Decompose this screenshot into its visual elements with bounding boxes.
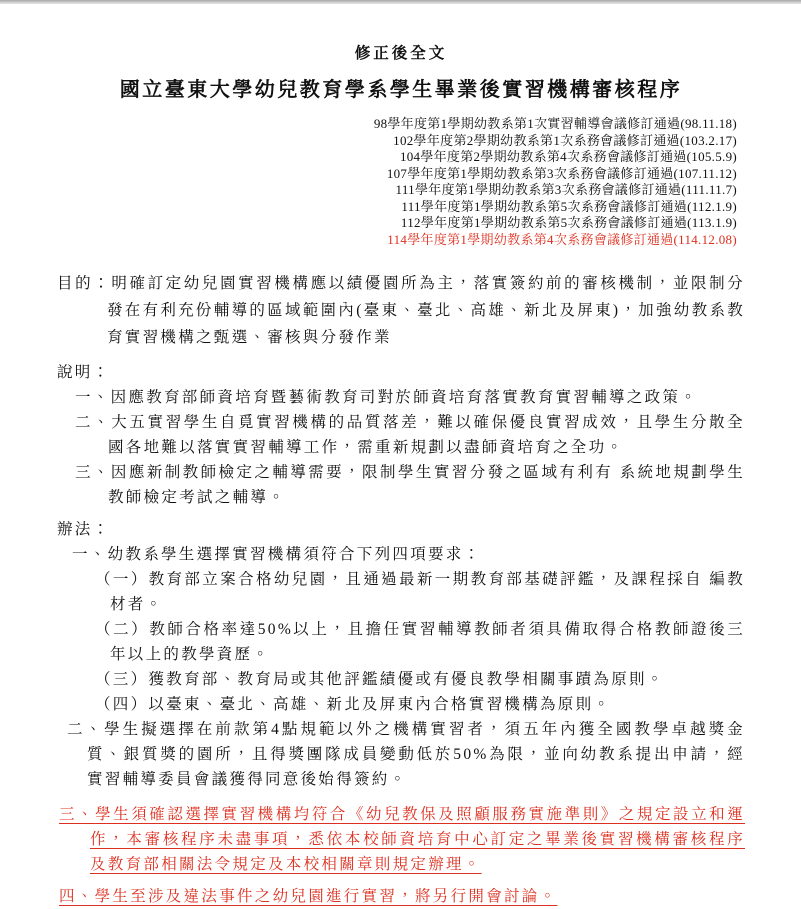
explanation-item <box>75 460 745 510</box>
item-text: 學生至涉及違法事件之幼兒園進行實習，將另行開會討論。 <box>94 888 558 905</box>
item-number: 三、 <box>75 464 111 481</box>
revision-history <box>57 116 745 248</box>
item-text: 因應教育部師資培育暨藝術教育司對於師資培育落實教育實習輔導之政策。 <box>110 389 699 406</box>
explanation-item <box>75 385 745 410</box>
document-title: 國立臺東大學幼兒教育學系學生畢業後實習機構審核程序 <box>119 79 683 101</box>
purpose-text: 明確訂定幼兒園實習機構應以績優園所為主，落實簽約前的審核機制，並限制分發在有利充份輔導的區域範圍內(臺東、臺北、高雄、新北及屏東)，加強幼教系教育實習機構之甄選、審核與分發作業 <box>107 275 745 346</box>
item-text: 因應新制教師檢定之輔導需要，限制學生實習分發之區域有利有 系統地規劃學生教師檢定考試之輔導。 <box>108 464 745 506</box>
subitem-number: （四） <box>95 696 149 713</box>
revision-entry: 107學年度第1學期幼教系第3次系務會議修訂通過(107.11.12) <box>386 165 737 181</box>
revision-entry: 98學年度第1學期幼教系第1次實習輔導會議修訂通過(98.11.18) <box>373 116 737 131</box>
revision-entry: 104學年度第2學期幼教系第4次系務會議修訂通過(105.5.9) <box>399 149 737 164</box>
explanation-list <box>57 385 745 510</box>
explanation-section <box>57 360 745 510</box>
measures-section <box>57 517 745 909</box>
item-number: 一、 <box>72 546 108 563</box>
measures-label: 辦法： <box>57 521 111 538</box>
measures-subitem <box>95 567 745 617</box>
subitem-number: （一） <box>95 571 149 588</box>
subitem-number: （三） <box>95 671 149 688</box>
amendment-label: 修正後全文 <box>354 45 448 62</box>
revision-entry: 111學年度第1學期幼教系第3次系務會議修訂通過(111.11.7) <box>395 182 737 197</box>
purpose-section <box>57 270 745 351</box>
revision-entry: 114學年度第1學期幼教系第4次系務會議修訂通過(114.12.08) <box>387 231 737 247</box>
explanation-item <box>75 410 745 460</box>
subitem-text: 以臺東、臺北、高雄、新北及屏東內合格實習機構為原則。 <box>148 696 612 713</box>
item-text: 學生擬選擇在前款第4點規範以外之機構實習者，須五年內獲全國教學卓越獎金質、銀質獎的園所，且得獎團隊成員變動低於50%為限，並向幼教系提出申請，經實習輔導委員會議獲得同意後始得簽約。 <box>87 721 745 788</box>
revision-entry: 102學年度第2學期幼教系第1次系務會議修訂通過(103.2.17) <box>393 132 737 148</box>
item-number: 四、 <box>59 888 95 905</box>
measures-subitem <box>95 617 745 667</box>
document-body <box>57 270 745 909</box>
subitem-text: 獲教育部、教育局或其他評鑑績優或有優良教學相關事蹟為原則。 <box>148 671 665 688</box>
measures-item-2 <box>67 717 745 792</box>
subitem-number: （二） <box>95 621 150 638</box>
explanation-label: 說明： <box>57 364 111 381</box>
item-number: 二、 <box>75 414 112 431</box>
measures-subitem <box>95 667 745 692</box>
item-number: 三、 <box>59 806 96 823</box>
item-text: 學生須確認選擇實習機構均符合《幼兒教保及照顧服務實施準則》之規定設立和運作，本審核程序未盡事項，悉依本校師資培育中心訂定之畢業後實習機構審核程序及教育部相關法令規定及本校相關章則規定辦理。 <box>90 806 745 873</box>
measures-subitem <box>95 692 745 717</box>
measures-item-3 <box>59 802 745 877</box>
measures-item-4 <box>59 884 745 909</box>
measures-item-1 <box>72 542 745 567</box>
item-number: 一、 <box>75 389 111 406</box>
item-text: 大五實習學生自覓實習機構的品質落差，難以確保優良實習成效，且學生分散全國各地難以落實實習輔導工作，需重新規劃以盡師資培育之全功。 <box>108 414 745 456</box>
subitem-text: 教育部立案合格幼兒園，且通過最新一期教育部基礎評鑑，及課程採自 編教材者。 <box>110 571 745 613</box>
revision-entry: 112學年度第1學期幼教系第5次系務會議修訂通過(113.1.9) <box>400 215 737 230</box>
purpose-label: 目的： <box>57 275 112 292</box>
item-text: 幼教系學生選擇實習機構須符合下列四項要求： <box>107 546 482 563</box>
subitem-text: 教師合格率達50%以上，且擔任實習輔導教師者須具備取得合格教師證後三年以上的教學資歷。 <box>110 621 745 663</box>
item-number: 二、 <box>67 721 105 738</box>
page-top-edge <box>0 0 801 4</box>
revision-entry: 111學年度第1學期幼教系第5次系務會議修訂通過(112.1.9) <box>401 198 737 214</box>
measures-sublist <box>57 567 745 717</box>
